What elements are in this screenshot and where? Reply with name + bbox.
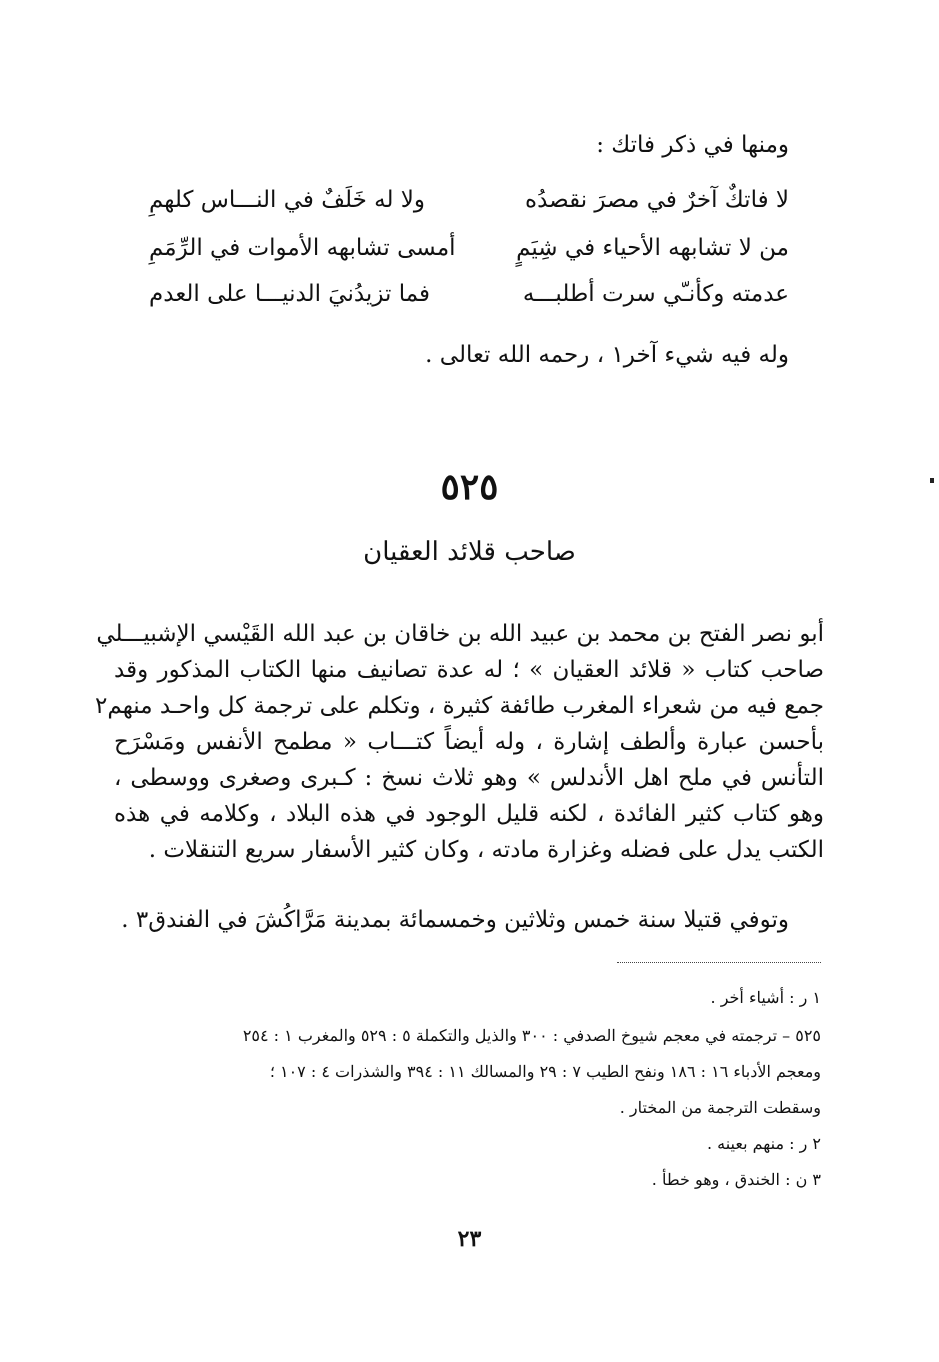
scan-speck [930,478,934,483]
page-number: ٢٣ [457,1226,482,1252]
verse-second-hemistich: فما تزيدُنيَ الدنيـــا على العدم [149,281,431,307]
verse-first-hemistich: لا فاتكٌ آخرٌ في مصرَ نقصدُه [525,187,789,213]
footnote-2: ٢ ر : منهم بعينه . [706,1134,821,1153]
body-line: وهو كتاب كثير الفائدة ، لكنه قليل الوجود في هذه البلاد ، وكلامه في هذه [114,801,824,827]
footnote-entry-sources-end: وسقطت الترجمة من المختار . [619,1098,821,1117]
verse-first-hemistich: من لا تشابهه الأحياء في شِيَمٍ [516,235,789,261]
poem-verse-2 [149,233,789,263]
body-line: الكتب يدل على فضله وغزارة مادته ، وكان كثير الأسفار سريع التنقلات . [148,837,824,863]
body-line: صاحب كتاب « قلائد العقيان » ؛ له عدة تصانيف منها الكتاب المذكور وقد [114,657,824,683]
biography-paragraph [95,616,824,868]
verse-first-hemistich: عدمته وكأنـّي سرت أطلبـــه [522,281,789,307]
footnote-3: ٣ ن : الخندق ، وهو خطأ . [651,1170,821,1189]
body-line: أبو نصر الفتح بن محمد بن عبيد الله بن خاقان بن عبد الله القَيْسي الإشبيـــلي [96,621,824,647]
footnote-entry-sources-cont: ومعجم الأدباء ١٦ : ١٨٦ ونفح الطيب ٧ : ٢٩ والمسالك ١١ : ٣٩٤ والشذرات ٤ : ١٠٧ ؛ [269,1062,821,1081]
body-final-line: وتوفي قتيلا سنة خمس وثلاثين وخمسمائة بمدينة مَرَّاكُشَ في الفندق٣ . [121,907,789,933]
intro-line: ومنها في ذكر فاتك : [596,132,789,158]
poem-verse-3 [149,279,789,309]
footnote-entry-sources: ٥٢٥ – ترجمته في معجم شيوخ الصدفي : ٣٠٠ والذيل والتكملة ٥ : ٥٢٩ والمغرب ١ : ٢٥٤ [242,1026,821,1045]
verse-second-hemistich: ولا له خَلَفٌ في النـــاس كلهمِ [149,187,426,213]
body-line: جمع فيه من شعراء المغرب طائفة كثيرة ، وتكلم على ترجمة كل واحـد منهم٢ [95,693,824,719]
verse-second-hemistich: أمسى تشابهه الأموات في الرِّمَمِ [149,235,456,261]
closing-line: وله فيه شيء آخر١ ، رحمه الله تعالى . [425,342,789,368]
entry-title: صاحب قلائد العقيان [363,537,576,567]
footnote-1: ١ ر : أشياء أخر . [710,988,821,1007]
entry-number: ٥٢٥ [440,466,499,508]
poem-verse-1 [149,185,789,215]
body-line: التأنس في ملح اهل الأندلس » وهو ثلاث نسخ : كـبرى وصغرى ووسطى ، [114,765,824,791]
body-line: بأحسن عبارة وألطف إشارة ، وله أيضاً كتـــاب « مطمح الأنفس ومَسْرَح [114,729,824,755]
footnote-separator [617,962,821,963]
